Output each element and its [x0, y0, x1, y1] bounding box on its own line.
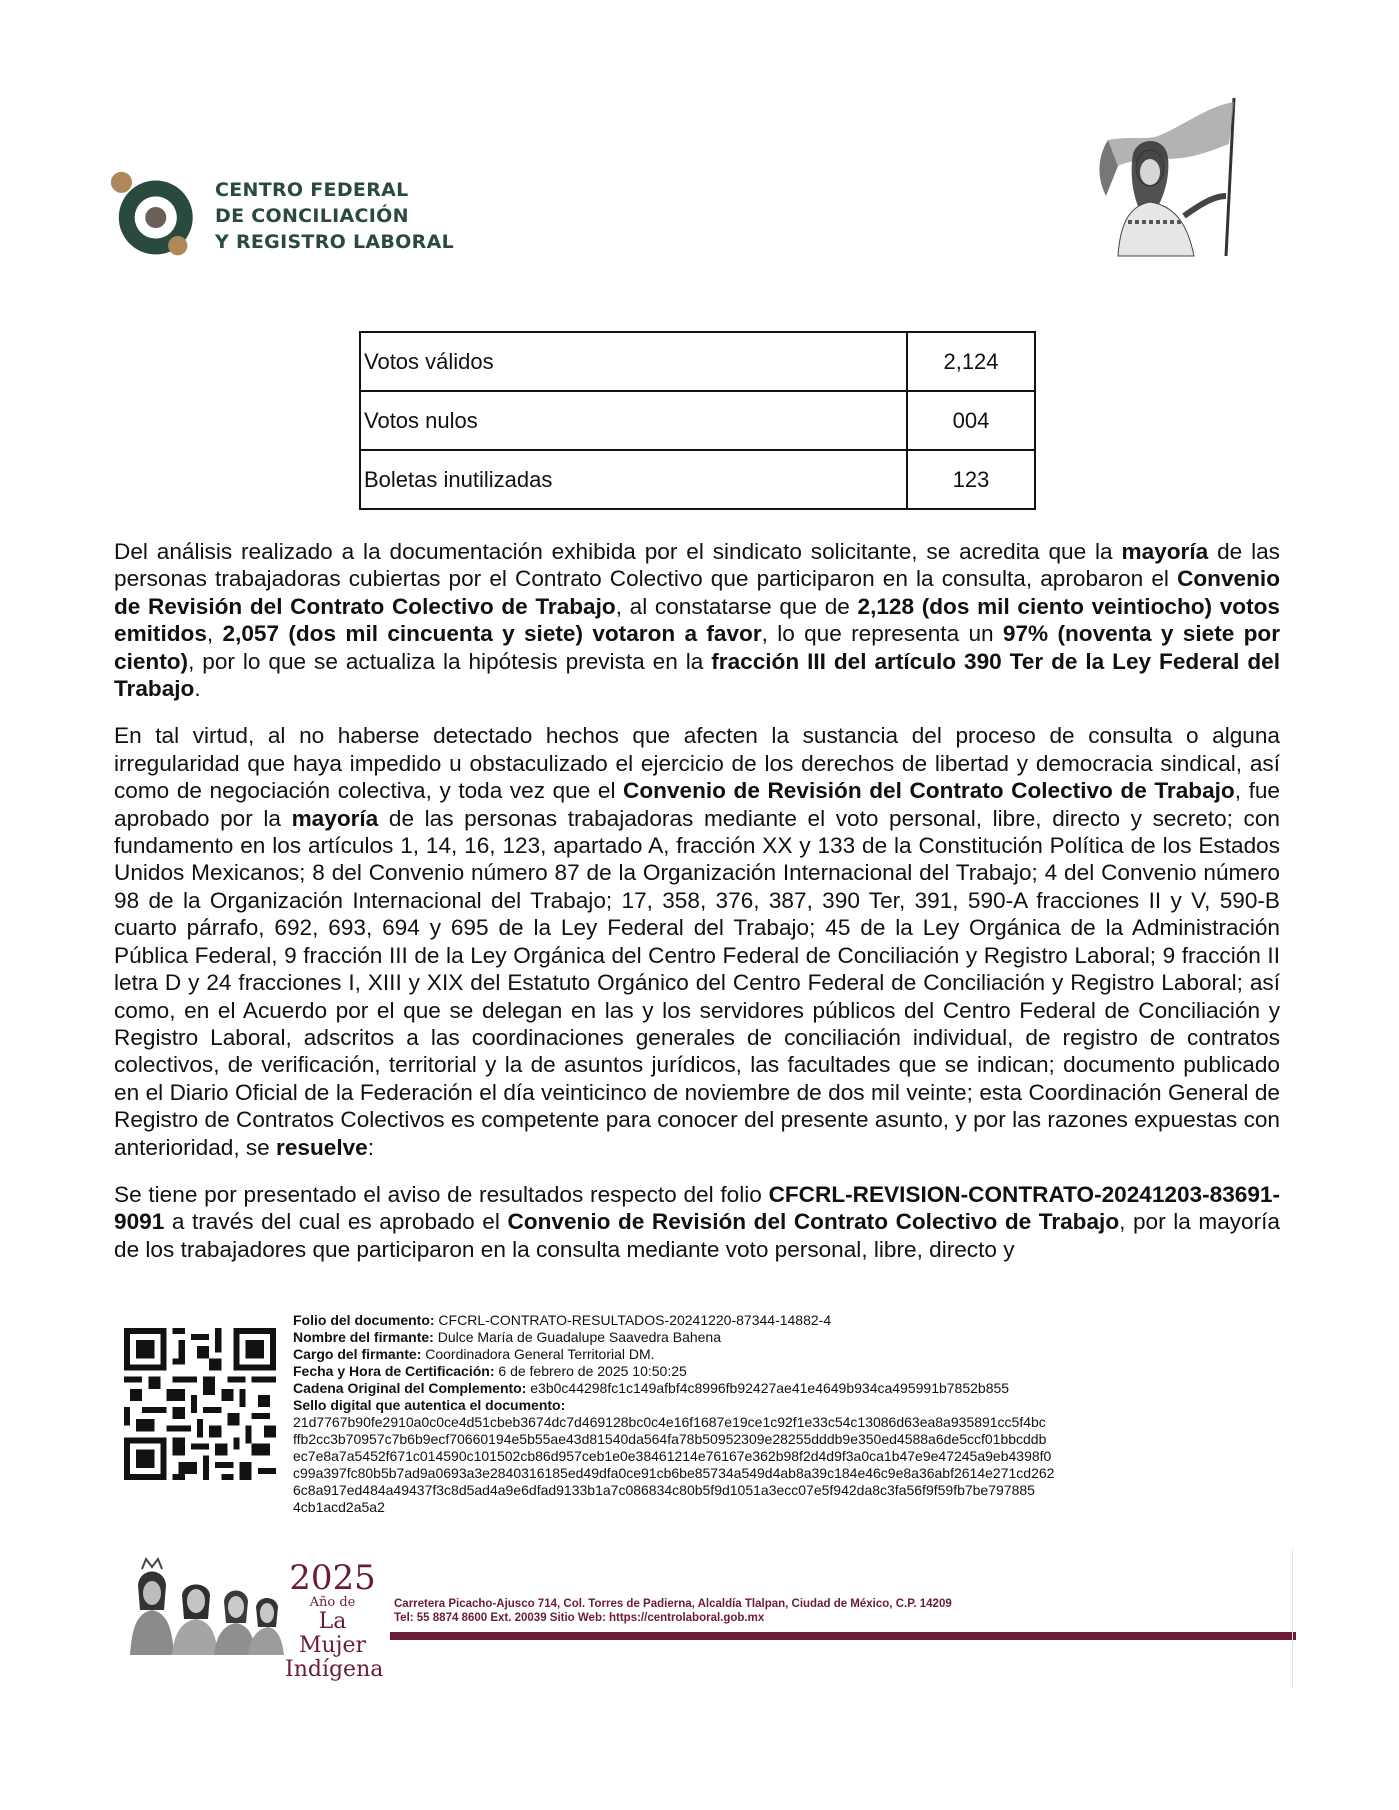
- year-line: La Mujer: [298, 1609, 367, 1658]
- sig-firmante: Nombre del firmante: Dulce María de Guadalupe Saavedra Bahena: [293, 1329, 722, 1345]
- year-number: 2025: [289, 1558, 376, 1598]
- sig-fecha: Fecha y Hora de Certificación: 6 de febrero de 2025 10:50:25: [293, 1363, 687, 1379]
- sig-cargo: Cargo del firmante: Coordinadora General Territorial DM.: [293, 1346, 655, 1362]
- paragraph-analysis: Del análisis realizado a la documentación exhibida por el sindicato solicitante, se acredita que la mayoría de las personas trabajadoras cubiertas por el Contrato Colectivo que participaron en la consulta, aprobaron el Convenio de Revisión del Contrato Colectivo de Trabajo, al constatarse que de 2,128 (dos mil ciento veintiocho) votos emitidos, 2,057 (dos mil cincuenta y siete) votaron a favor, lo que representa un 97% (noventa y siete por ciento), por lo que se actualiza la hipótesis prevista en la fracción III del artículo 390 Ter de la Ley Federal del Trabajo.: [114, 539, 1281, 702]
- sig-folio: Folio del documento: CFCRL-CONTRATO-RESULTADOS-20241220-87344-14882-4: [293, 1312, 832, 1328]
- paragraph-resolution: Se tiene por presentado el aviso de resultados respecto del folio CFCRL-REVISION-CONTRATO-20241203-83691-9091 a través del cual es aprobado el Convenio de Revisión del Contrato Colectivo de Trabajo, por la mayoría de los trabajadores que participaron en la consulta mediante voto personal, libre, directo y: [114, 1181, 1280, 1262]
- org-name-line: Y REGISTRO LABORAL: [215, 231, 454, 253]
- votes-label: Votos nulos: [360, 391, 907, 450]
- table-row: [360, 391, 1035, 450]
- votes-label: Votos válidos: [360, 332, 907, 391]
- table-row: [360, 332, 1035, 391]
- org-name-line: CENTRO FEDERAL: [215, 179, 409, 201]
- sig-sello-line: c99a397fc80b5b7ad9a0693a3e2840316185ed49dfa0ce91cb6be85734a549d4ab8a39c184e46c9e8a36abf2614e271cd262: [293, 1465, 1055, 1481]
- footer-divider-bar: [390, 1632, 1296, 1640]
- footer-address: [394, 1597, 952, 1625]
- table-row: [360, 450, 1035, 509]
- org-name-line: DE CONCILIACIÓN: [215, 205, 409, 227]
- digital-signature-block: [293, 1312, 1153, 1516]
- contact-line: Tel: 55 8874 8600 Ext. 20039 Sitio Web: https://centrolaboral.gob.mx: [394, 1612, 765, 1624]
- votes-value: 2,124: [907, 332, 1035, 391]
- year-badge: [285, 1558, 384, 1682]
- footer-vertical-rule: [1292, 1548, 1293, 1688]
- flag-woman-illustration-icon: [1088, 96, 1238, 258]
- year-line: Indígena: [285, 1657, 384, 1682]
- votes-value: 004: [907, 391, 1035, 450]
- sig-cadena: Cadena Original del Complemento: e3b0c44298fc1c149afbf4c8996fb92427ae41e4649b934ca495991b7852b855: [293, 1380, 1010, 1396]
- org-name: [215, 177, 454, 255]
- sig-sello-line: ffb2cc3b70957c7b6b9ecf70660194e5b55ae43d81540da564fa78b50952309e28255dddb9e350ed4588a6de5ccf01bbcddb: [293, 1431, 1047, 1447]
- indigenous-women-illustration-icon: [124, 1555, 284, 1655]
- sig-sello-line: 4cb1acd2a5a2: [293, 1499, 385, 1515]
- votes-table: [359, 331, 1036, 510]
- document-body: [114, 538, 1280, 1283]
- sig-sello-line: 6c8a917ed484a49437f3c8d5ad4a9e6dfad9133b1a7c086834c80b5f9d1051a3ecc07e5f942da8c3fa56f9f59fb7be797885: [293, 1482, 1035, 1498]
- paragraph-legal-basis: En tal virtud, al no haberse detectado hechos que afecten la sustancia del proceso de consulta o alguna irregularidad que haya impedido u obstaculizado el ejercicio de los derechos de libertad y democracia sindical, así como de negociación colectiva, y toda vez que el Convenio de Revisión del Contrato Colectivo de Trabajo, fue aprobado por la mayoría de las personas trabajadoras mediante el voto personal, libre, directo y secreto; con fundamento en los artículos 1, 14, 16, 123, apartado A, fracción XX y 133 de la Constitución Política de los Estados Unidos Mexicanos; 8 del Convenio número 87 de la Organización Internacional del Trabajo; 4 del Convenio número 98 de la Organización Internacional del Trabajo; 17, 358, 376, 387, 390 Ter, 391, 590-A fracciones II y V, 590-B cuarto párrafo, 692, 693, 694 y 695 de la Ley Federal del Trabajo; 45 de la Ley Orgánica de la Administración Pública Federal, 9 fracción III de la Ley Orgánica del Centro Federal de Conciliación y Registro Laboral; 9 fracción II letra D y 24 fracciones I, XIII y XIX del Estatuto Orgánico del Centro Federal de Conciliación y Registro Laboral; así como, en el Acuerdo por el que se delegan en las y los servidores públicos del Centro Federal de Conciliación y Registro Laboral, adscritos a las coordinaciones generales de conciliación individual, de registro de contratos colectivos, de verificación, territorial y la de asuntos jurídicos, las facultades que se indican; documento publicado en el Diario Oficial de la Federación el día veinticinco de noviembre de dos mil veinte; esta Coordinación General de Registro de Contratos Colectivos es competente para conocer del presente asunto, y por las razones expuestas con anterioridad, se resuelve:: [114, 723, 1280, 1160]
- sig-sello-label: Sello digital que autentica el documento:: [293, 1397, 566, 1413]
- qr-code-icon: [124, 1328, 276, 1480]
- year-subtitle: Año de: [309, 1595, 356, 1610]
- sig-sello-line: ec7e8a7a5452f671c014590c101502cb86d957ceb1e0e38461214e76167e362b98f2d4d9f3a0ca1b47e9e47245a9eb4398f0: [293, 1448, 1052, 1464]
- votes-value: 123: [907, 450, 1035, 509]
- address-line: Carretera Picacho-Ajusco 714, Col. Torres de Padierna, Alcaldía Tlalpan, Ciudad de México, C.P. 14209: [394, 1598, 952, 1610]
- cfcrl-logo-icon: [110, 170, 198, 258]
- votes-label: Boletas inutilizadas: [360, 450, 907, 509]
- sig-sello-line: 21d7767b90fe2910a0c0ce4d51cbeb3674dc7d469128bc0c4e16f1687e19ce1c92f1e33c54c13086d63ea8a935891cc5f4bc: [293, 1414, 1046, 1430]
